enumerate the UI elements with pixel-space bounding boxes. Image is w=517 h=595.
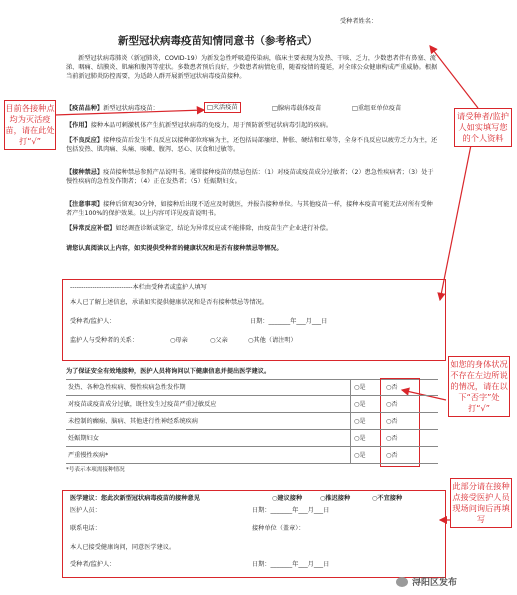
no-radio[interactable]: ○否 xyxy=(386,435,398,442)
watermark-text: 浔阳区发布 xyxy=(412,578,458,588)
no-radio[interactable]: ○否 xyxy=(386,418,398,425)
no-radio[interactable]: ○否 xyxy=(386,401,398,408)
section-compensation: 【异常反应补偿】如经调查诊断或鉴定，结论为异常反应或不能排除，由疫苗生产企业进行补偿。 xyxy=(66,225,333,232)
annotation-right-middle: 如您的身体状况不存在左边所说的情况，请在以下“否字”处打“√” xyxy=(448,356,510,417)
health-row: 对疫苗或疫苗成分过敏，既往发生过疫苗严重过敏反应 ○是 ○否 xyxy=(66,397,438,413)
medical-advice-label: 医学建议：您此次新型冠状病毒疫苗的接种意见 xyxy=(70,495,200,502)
medical-staff-field[interactable]: 医护人员： xyxy=(70,507,101,514)
section-precautions: 【注意事项】接种后留观30分钟，如接种后出现不适应及时就医，并报告接种单位。与其他疫苗一样，接种本疫苗可能无法对所有受种者产生100%的保护效果。以上内容可详见疫苗说明书。 xyxy=(66,201,433,218)
yes-radio[interactable]: ○是 xyxy=(354,384,366,391)
no-radio[interactable]: ○否 xyxy=(386,384,398,391)
advice-recommend-radio[interactable]: ○建议接种 xyxy=(272,495,303,502)
contact-phone-field[interactable]: 联系电话： xyxy=(70,525,101,532)
health-row: 未控制的癫痫、脑病、其他进行性神经系统疾病 ○是 ○否 xyxy=(66,414,438,430)
page-title: 新型冠状病毒疫苗知情同意书（参考格式） xyxy=(118,35,318,47)
vaccine-label: 【疫苗品种】 xyxy=(66,105,104,112)
relation-mother-radio[interactable]: ○母亲 xyxy=(170,337,188,344)
medical-date-field[interactable]: 日期：_______年___月___日 xyxy=(252,507,330,514)
guardian-statement: 本人已了解上述信息，承诺如实提供健康状况和是否有接种禁忌等情况。 xyxy=(70,299,268,306)
advice-not-advised-radio[interactable]: ○不宜接种 xyxy=(372,495,403,502)
section-effect: 【作用】接种本品可刺激机体产生抗新型冠状病毒的免疫力，用于预防新型冠状病毒引起的疾病。 xyxy=(66,122,333,129)
health-row: 妊娠期妇女 ○是 ○否 xyxy=(66,431,438,447)
annotation-right-bottom: 此部分请在接种点接受医护人员现场问询后再填写 xyxy=(450,478,512,528)
guardian-signature[interactable]: 受种者/监护人： xyxy=(70,318,116,325)
section-contraindications: 【接种禁忌】疫苗接种禁忌参照产品说明书。通常接种疫苗的禁忌包括：（1）对疫苗或疫苗成分过敏者；（2）患急性疾病者；（3）处于慢性疾病的急性发作期者；（4）正在发热者；（5）妊娠期妇女。 xyxy=(66,169,434,186)
read-notice: 请您认真阅读以上内容，如实提供受种者的健康状况和是否有接种禁忌等情况。 xyxy=(66,245,283,252)
yes-radio[interactable]: ○是 xyxy=(354,452,366,459)
vaccine-text: 新型冠状病毒疫苗： xyxy=(103,105,159,112)
adenovirus-vaccine-checkbox[interactable]: □腺病毒载体疫苗 xyxy=(272,105,322,112)
intro-paragraph: 新型冠状病毒肺炎（新冠肺炎，COVID-19）为新发急性呼吸道传染病，临床主要表现为发热、干咳、乏力，少数患者伴有鼻塞、流涕、咽痛、结膜炎、肌痛和腹泻等症状。多数患者预后良好，少数患者病情危重，随着疫情的蔓延，对全球公众健康构成严重威胁。根据当前新冠肺炎防控需要，为适龄人群开展新型冠状病毒疫苗接种。 xyxy=(66,55,438,81)
health-row: 发热、各种急性疾病、慢性疾病急性发作期 ○是 ○否 xyxy=(66,380,438,396)
yes-radio[interactable]: ○是 xyxy=(354,418,366,425)
relation-father-radio[interactable]: ○父亲 xyxy=(210,337,228,344)
vaccination-unit-field[interactable]: 接种单位（盖章）： xyxy=(252,525,305,532)
no-radio[interactable]: ○否 xyxy=(386,452,398,459)
recombinant-vaccine-checkbox[interactable]: □重组亚单位疫苗 xyxy=(352,105,402,112)
signer-date-field[interactable]: 日期：_______年___月___日 xyxy=(252,561,330,568)
annotation-left: 目前各接种点均为灭活疫苗，请在此处打“√” xyxy=(4,100,56,150)
yes-radio[interactable]: ○是 xyxy=(354,435,366,442)
annotation-right-top: 请受种者/监护人如实填写您的个人资料 xyxy=(454,108,512,147)
watermark xyxy=(396,575,457,588)
signer-field[interactable]: 受种者/监护人： xyxy=(70,561,116,568)
health-check-heading: 为了保证安全有效地接种，医护人员将询问以下健康信息并提出医学建议。 xyxy=(66,368,271,375)
relation-other-radio[interactable]: ○其他（请注明） xyxy=(248,337,297,344)
wechat-icon xyxy=(396,577,408,587)
yes-radio[interactable]: ○是 xyxy=(354,401,366,408)
consent-statement: 本人已接受健康询问，同意医学建议。 xyxy=(70,544,176,551)
recipient-name-label: 受种者姓名： xyxy=(340,18,378,25)
health-footnote: *号表示本项需接种情况 xyxy=(66,467,125,473)
advice-postpone-radio[interactable]: ○推迟接种 xyxy=(320,495,351,502)
guardian-header: ----------------------------本栏由受种者或监护人填写 xyxy=(70,284,207,291)
inactivated-vaccine-checkbox[interactable]: □灭活疫苗 xyxy=(204,102,241,113)
relation-label: 监护人与受种者的关系： xyxy=(70,337,139,344)
guardian-date[interactable]: 日期：_______年___月___日 xyxy=(250,318,328,325)
health-row: 严重慢性疾病* ○是 ○否 xyxy=(66,448,438,464)
section-adverse: 【不良反应】接种疫苗后发生不良反应以接种部位疼痛为主，还包括局部瘙痒、肿胀、硬结和红晕等，全身不良反应以疲劳乏力为主，还包括发热、肌肉痛、头痛、咳嗽、腹泻、恶心、厌食和过敏等。 xyxy=(66,137,438,154)
